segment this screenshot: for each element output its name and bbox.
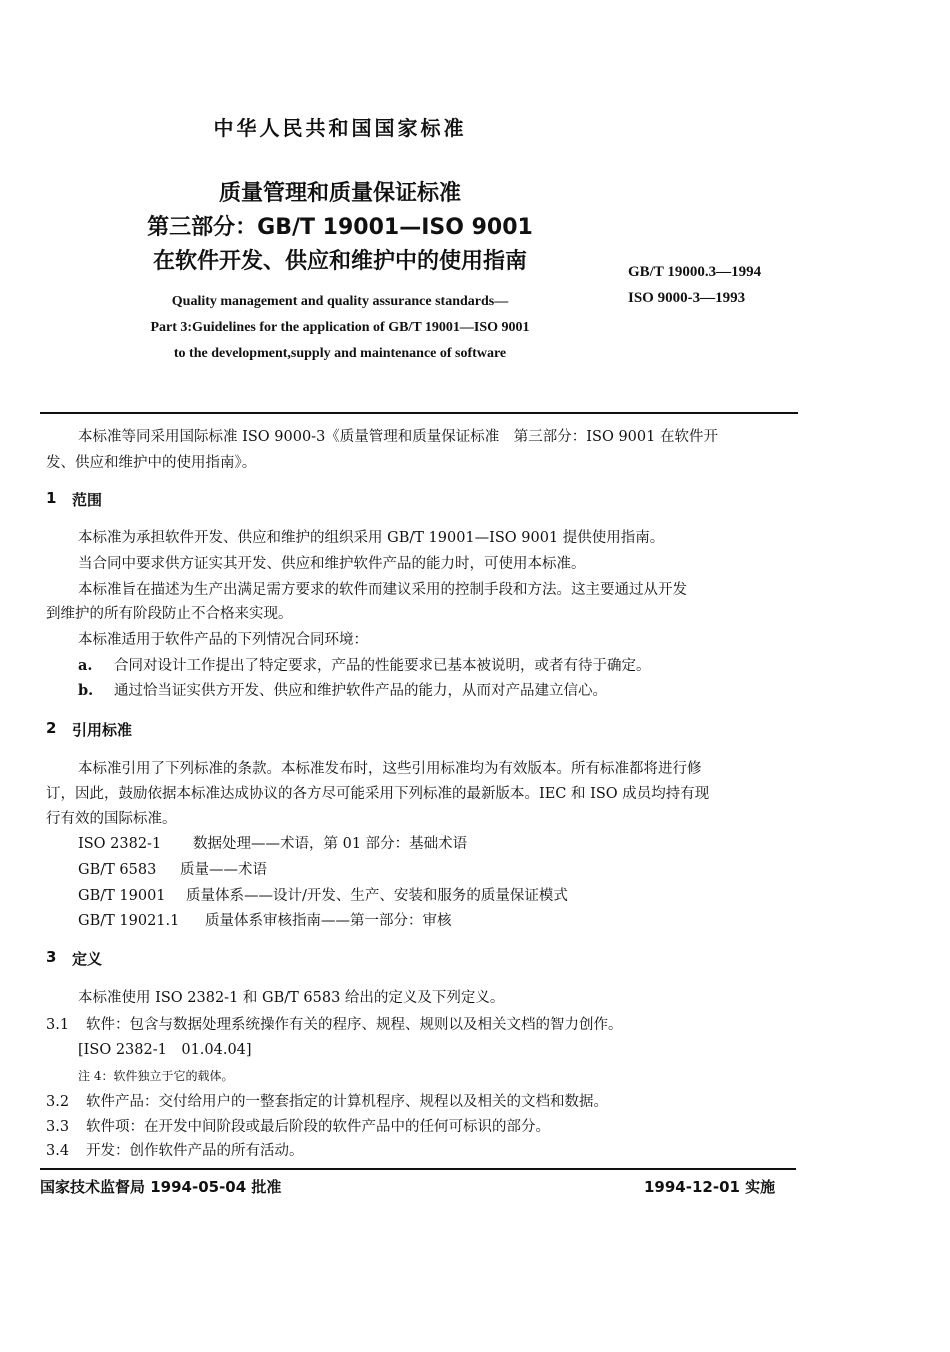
ref-title: 数据处理——术语，第 01 部分：基础术语 xyxy=(193,836,468,852)
title-en-line2: Part 3:Guidelines for the application of GB/T 19001—ISO 9001 xyxy=(150,320,530,335)
section1-item-b: 通过恰当证实供方开发、供应和维护软件产品的能力，从而对产品建立信心。 xyxy=(114,683,607,699)
section2-title: 引用标准 xyxy=(72,721,133,739)
title-cn-line1: 质量管理和质量保证标准 xyxy=(218,181,461,206)
definition-text: 软件项：在开发中间阶段或最后阶段的软件产品中的任何可标识的部分。 xyxy=(86,1119,550,1135)
gb-standard-code: GB/T 19000.3—1994 xyxy=(628,264,762,280)
ref-code: GB/T 6583 xyxy=(78,862,157,878)
definition-number: 3.2 xyxy=(46,1094,70,1110)
ref-code: GB/T 19021.1 xyxy=(78,913,180,929)
approval-date: 国家技术监督局 1994-05-04 批准 xyxy=(40,1178,282,1196)
definition-text: 软件：包含与数据处理系统操作有关的程序、规程、规则以及相关文档的智力创作。 xyxy=(86,1017,623,1033)
section2-number: 2 xyxy=(46,719,57,737)
title-cn-line3: 在软件开发、供应和维护中的使用指南 xyxy=(152,249,527,274)
intro-line2: 发、供应和维护中的使用指南》。 xyxy=(46,455,257,471)
definition-ref-note: [ISO 2382-1 01.04.04] xyxy=(78,1042,252,1058)
section1-p1: 本标准为承担软件开发、供应和维护的组织采用 GB/T 19001—ISO 9001 提供使用指南。 xyxy=(78,530,665,546)
section1-p2: 当合同中要求供方证实其开发、供应和维护软件产品的能力时，可使用本标准。 xyxy=(78,556,586,572)
intro-line1: 本标准等同采用国际标准 ISO 9000-3《质量管理和质量保证标准 第三部分：ISO 9001 在软件开 xyxy=(78,429,718,445)
section1-title: 范围 xyxy=(72,491,103,509)
definition-text: 开发：创作软件产品的所有活动。 xyxy=(86,1143,304,1159)
ref-code: ISO 2382-1 xyxy=(78,836,162,852)
section1-item-a: 合同对设计工作提出了特定要求，产品的性能要求已基本被说明，或者有待于确定。 xyxy=(114,658,651,674)
effective-date: 1994-12-01 实施 xyxy=(644,1178,776,1196)
title-en-line3: to the development,supply and maintenance of software xyxy=(173,346,507,361)
section2-p1-line1: 本标准引用了下列标准的条款。本标准发布时，这些引用标准均为有效版本。所有标准都将进行修 xyxy=(78,761,702,777)
section3-number: 3 xyxy=(46,948,57,966)
section3-p1: 本标准使用 ISO 2382-1 和 GB/T 6583 给出的定义及下列定义。 xyxy=(78,990,505,1006)
definition-number: 3.3 xyxy=(46,1119,70,1135)
national-standard-header: 中华人民共和国国家标准 xyxy=(213,116,467,140)
note-4: 注 4：软件独立于它的载体。 xyxy=(78,1069,234,1083)
section1-item-a-label: a. xyxy=(78,657,93,674)
section1-number: 1 xyxy=(46,489,57,507)
section1-p3-line1: 本标准旨在描述为生产出满足需方要求的软件而建议采用的控制手段和方法。这主要通过从开发 xyxy=(78,582,687,598)
title-cn-line2: 第三部分：GB/T 19001—ISO 9001 xyxy=(147,215,533,240)
iso-standard-code: ISO 9000-3—1993 xyxy=(628,290,746,306)
section2-p1-line3: 行有效的国际标准。 xyxy=(46,811,177,827)
top-rule xyxy=(40,412,798,414)
section1-item-b-label: b. xyxy=(78,682,94,699)
ref-code: GB/T 19001 xyxy=(78,888,166,904)
section3-title: 定义 xyxy=(72,950,103,968)
title-en-line1: Quality management and quality assurance standards— xyxy=(171,294,509,309)
definition-number: 3.1 xyxy=(46,1017,70,1033)
bottom-rule xyxy=(40,1168,796,1170)
definition-number: 3.4 xyxy=(46,1143,70,1159)
section1-p4: 本标准适用于软件产品的下列情况合同环境： xyxy=(78,632,368,648)
section1-p3-line2: 到维护的所有阶段防止不合格来实现。 xyxy=(46,606,293,622)
section2-p1-line2: 订，因此，鼓励依据本标准达成协议的各方尽可能采用下列标准的最新版本。IEC 和 ISO 成员均持有现 xyxy=(46,786,710,802)
ref-title: 质量——术语 xyxy=(180,862,267,878)
definition-text: 软件产品：交付给用户的一整套指定的计算机程序、规程以及相关的文档和数据。 xyxy=(86,1094,608,1110)
ref-title: 质量体系审核指南——第一部分：审核 xyxy=(205,913,452,929)
ref-title: 质量体系——设计/开发、生产、安装和服务的质量保证模式 xyxy=(186,888,568,904)
